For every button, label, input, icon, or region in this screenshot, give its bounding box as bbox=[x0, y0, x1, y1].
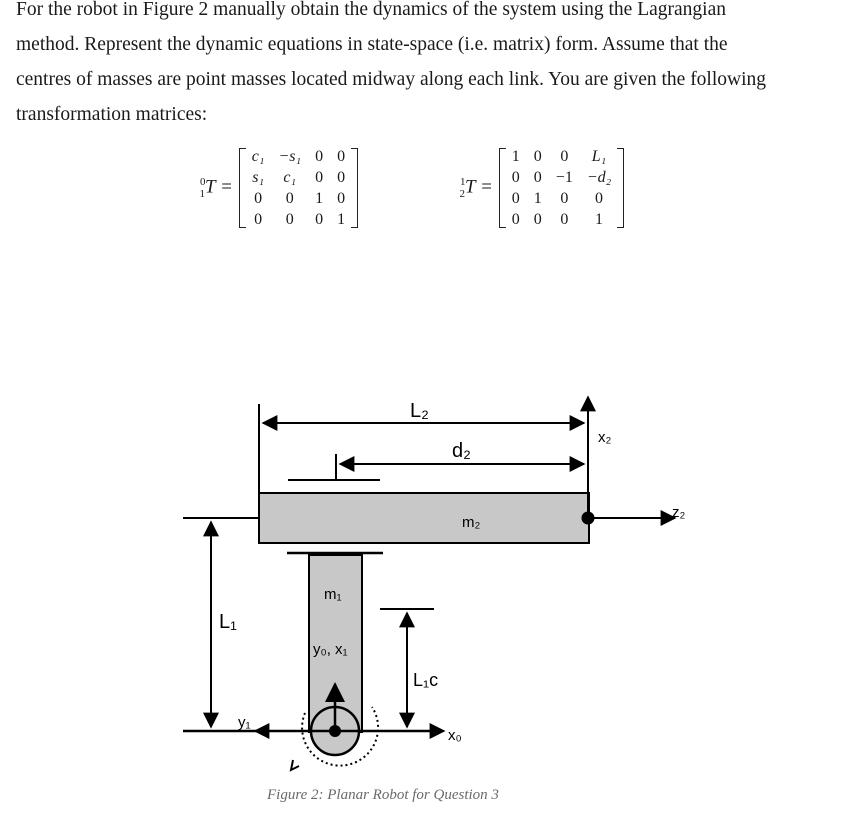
question-line-1: For the robot in Figure 2 manually obtain the dynamics of the system using the Lagrangian bbox=[16, 0, 726, 20]
link-2-bar bbox=[259, 493, 589, 543]
figure-caption: Figure 2: Planar Robot for Question 3 bbox=[267, 787, 499, 803]
rotation-arrow-head bbox=[291, 760, 299, 770]
label-x0: x₀ bbox=[448, 727, 462, 744]
matrix-0-1-body: c₁ −s₁ 0 0 s₁ c₁ 0 0 0 0 1 0 0 0 0 1 bbox=[239, 146, 358, 230]
label-d2: d₂ bbox=[452, 440, 471, 462]
label-y0-x1: y₀, x₁ bbox=[313, 641, 348, 658]
label-y1: y₁ bbox=[238, 714, 251, 731]
label-x2: x₂ bbox=[598, 429, 612, 446]
matrix-1-2-label: $^1_2$T = bbox=[459, 175, 493, 201]
label-l2: L₂ bbox=[410, 400, 429, 422]
question-text bbox=[16, 0, 836, 132]
question-line-3: centres of masses are point masses located midway along each link. You are given the following bbox=[16, 69, 767, 90]
label-l1c: L₁c bbox=[413, 670, 439, 690]
label-m2: m₂ bbox=[462, 514, 481, 531]
question-line-2: method. Represent the dynamic equations in state-space (i.e. matrix) form. Assume that the bbox=[16, 34, 728, 55]
matrix-1-2-body: 1 0 0 L₁ 0 0 −1 −d₂ 0 1 0 0 0 0 0 1 bbox=[499, 146, 624, 230]
question-line-4: transformation matrices: bbox=[16, 104, 208, 125]
label-z2: z₂ bbox=[672, 504, 686, 521]
matrix-0-1-label: $^0_1$T = bbox=[199, 175, 233, 201]
matrix-1-2 bbox=[460, 146, 624, 230]
matrix-0-1 bbox=[200, 146, 358, 230]
label-l1: L₁ bbox=[219, 611, 237, 633]
robot-figure bbox=[0, 380, 851, 817]
label-m1: m₁ bbox=[324, 586, 342, 603]
